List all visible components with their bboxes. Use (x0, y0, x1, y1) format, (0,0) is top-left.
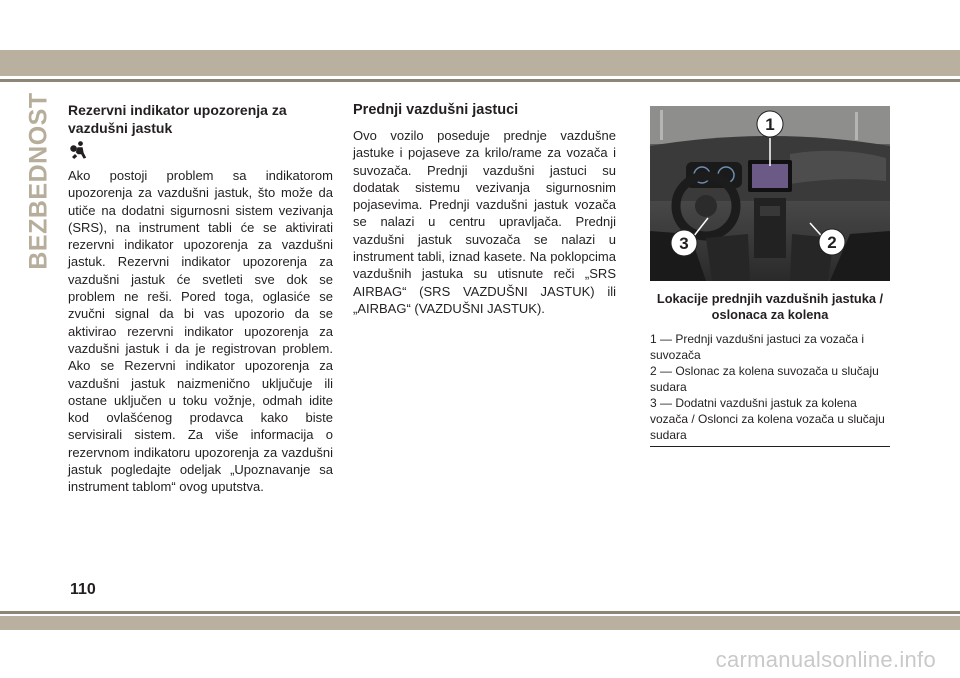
page-number: 110 (70, 581, 96, 598)
front-airbags-text: Ovo vozilo poseduje prednje vazdušne jastuke i pojaseve za krilo/rame za vozača i suvozača. Prednji vazdušni jastuci su dodatak sistemu vezivanja sigurnosnim pojasevima. Prednji vazdušni jastuk vozača se nalazi u centru upravljača. Prednji vazdušni jastuk suvozača se nalazi u instrument tabli, iznad kasete. Na poklopcima vazdušnih jastuka su utisnute reči „SRS AIRBAG“ (SRS VAZDUŠNI JASTUK) ili „AIRBAG“ (VAZDUŠNI JASTUK). (353, 128, 616, 316)
front-airbags-heading: Prednji vazdušni jastuci (353, 102, 519, 118)
footer-rule (0, 611, 960, 614)
header-rule (0, 79, 960, 82)
svg-text:3: 3 (679, 234, 689, 253)
section-tab (22, 92, 56, 270)
warning-indicator-heading: Rezervni indikator upozorenja za vazdušni jastuk (68, 102, 287, 136)
figure-caption: Lokacije prednjih vazdušnih jastuka / oslonaca za kolena (656, 291, 884, 322)
legend-rule (650, 446, 890, 447)
section-tab-label: BEZBEDNOST (24, 92, 53, 270)
svg-text:2: 2 (827, 233, 837, 252)
watermark: carmanualsonline.info (715, 647, 936, 672)
footer-band (0, 616, 960, 630)
callout-1 (757, 111, 783, 137)
legend-item: 3 — Dodatni vazdušni jastuk za kolena vozača / Oslonci za kolena vozača u slučaju sudara (650, 396, 885, 442)
left-column (68, 101, 333, 496)
airbag-warning-icon (70, 141, 90, 159)
legend-item: 1 — Prednji vazdušni jastuci za vozača i suvozača (650, 332, 865, 362)
warning-indicator-text: Ako postoji problem sa indikatorom upozorenja za vazdušni jastuk, što može da utiče na dodatni sigurnosni sistem vezivanja (SRS), na instrument tabli će se aktivirati rezervni indikator upozorenja za vazdušni jastuk. Rezervni indikator upozorenja za vazdušni jastuk će svetleti sve dok se problem ne reši. Pored toga, oglasiće se zvučni signal da bi vas upozorio da se aktivirao rezervni indikator upozorenja za vazdušni jastuk i da je registrovan problem. Ako se Rezervni indikator upozorenja za vazdušni jastuk naizmenično uključuje ili ostane uključen u toku vožnje, odmah idite kod ovlašćenog prodavca kako biste servisirali sistem. Za više informacija o rezervnom indikatoru upozorenja za vazdušni jastuk pogledajte odeljak „Upoznavanje sa instrument tablom“ ovog uputstva. (68, 168, 333, 495)
svg-text:1: 1 (765, 115, 775, 134)
figure-column (650, 106, 890, 447)
dashboard-photo (650, 106, 890, 281)
middle-column (353, 101, 616, 317)
legend-item: 2 — Oslonac za kolena suvozača u slučaju sudara (650, 364, 879, 394)
callout-2 (819, 229, 845, 255)
header-band (0, 50, 960, 76)
figure-legend (650, 331, 890, 443)
callout-3 (671, 230, 697, 256)
